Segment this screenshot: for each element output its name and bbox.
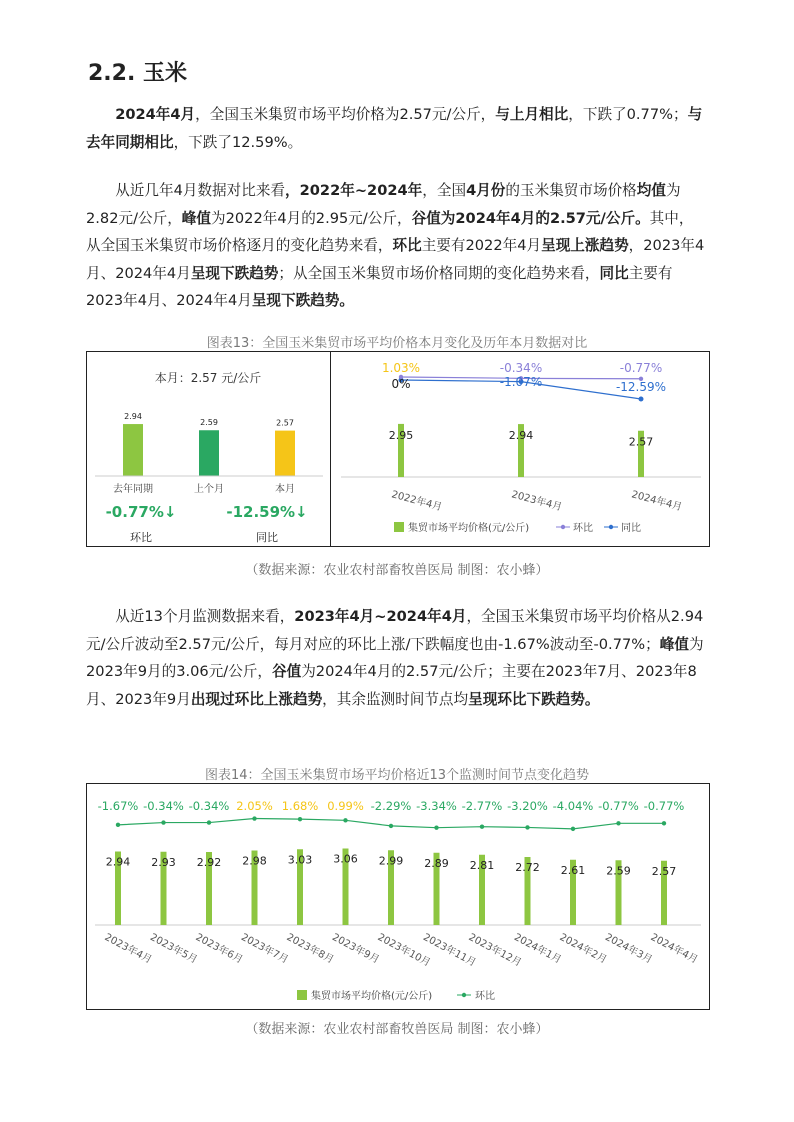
legend-mom-dot bbox=[561, 525, 565, 529]
left-title: 本月：2.57 元/公斤 bbox=[154, 371, 262, 385]
yoy-value: -12.59%↓ bbox=[226, 503, 308, 521]
chart14-source: （数据来源：农业农村部畜牧兽医局 制图：农小蜂） bbox=[245, 1022, 549, 1037]
bar-label: 2.89 bbox=[424, 856, 449, 870]
mom-label: -0.34% bbox=[499, 361, 543, 375]
mom-label: -2.77% bbox=[461, 799, 503, 813]
mom-point bbox=[480, 825, 484, 829]
para1-segment: 2024年4月 bbox=[115, 106, 196, 123]
right-bar-label: 2.57 bbox=[628, 435, 654, 449]
para2-segment: 主要有2022年4月 bbox=[421, 237, 542, 254]
para2-segment: 从近几年4月数据对比来看 bbox=[115, 182, 286, 199]
mom-label: -3.34% bbox=[416, 799, 457, 813]
category-label: 2023年12月 bbox=[466, 931, 524, 969]
bar-label: 2.59 bbox=[606, 864, 631, 878]
bar-label: 2.57 bbox=[651, 864, 677, 878]
mom-label: 环比 bbox=[130, 531, 152, 544]
mom-label: -0.77% bbox=[598, 799, 639, 813]
bar-label: 2.72 bbox=[515, 861, 540, 874]
mom-label: 1.03% bbox=[381, 361, 421, 375]
bar-label: 2.98 bbox=[242, 854, 267, 868]
para3-segment: 2023年4月~2024年4月 bbox=[294, 608, 467, 625]
mom-label: -0.77% bbox=[619, 361, 663, 375]
mom-label: -4.04% bbox=[552, 799, 594, 813]
category-label: 2023年5月 bbox=[148, 931, 200, 966]
bar-label: 2.92 bbox=[196, 856, 222, 869]
mom-label: -0.34% bbox=[188, 799, 230, 813]
para2-segment: 其中，从全国玉米集贸市场价格逐月的变化趋势来看， bbox=[86, 209, 694, 254]
mom-label: -0.77% bbox=[643, 799, 685, 813]
yoy-label: 同比 bbox=[256, 531, 278, 544]
category-label: 2023年8月 bbox=[284, 931, 336, 966]
bar-label: 2.94 bbox=[105, 855, 131, 869]
para1-segment: ，下跌了12.59%。 bbox=[173, 133, 303, 151]
para2-segment: 峰值 bbox=[181, 209, 211, 227]
legend-dot bbox=[462, 993, 466, 997]
mom-point bbox=[525, 825, 529, 829]
category-label: 2023年6月 bbox=[193, 931, 245, 966]
mom-point bbox=[343, 818, 347, 822]
category-label: 2023年7月 bbox=[239, 931, 291, 966]
para2-segment: 为2.82元/公斤， bbox=[86, 182, 681, 227]
para2-segment: 均值 bbox=[636, 182, 666, 199]
mom-value: -0.77%↓ bbox=[105, 503, 177, 521]
bar-label: 2.93 bbox=[151, 855, 176, 869]
left-category: 上个月 bbox=[194, 484, 224, 495]
mom-point bbox=[252, 816, 256, 820]
left-bar-label: 2.59 bbox=[200, 418, 218, 428]
para3-segment: ，全国玉米集贸市场平均价格从2.94元/公斤波动至2.57元/公斤，每月对应的环比上涨/下跌幅度也由-1.67%波动至-0.77%； bbox=[86, 608, 704, 653]
bar-label: 2.99 bbox=[378, 854, 404, 868]
para2-segment: 呈现下跌趋势 bbox=[190, 264, 279, 282]
legend-mom-label: 环比 bbox=[573, 523, 593, 534]
para2-segment: 4月份 bbox=[466, 182, 506, 199]
chart13-source: （数据来源：农业农村部畜牧兽医局 制图：农小蜂） bbox=[245, 563, 549, 578]
para1-segment: 与上月相比 bbox=[495, 106, 569, 123]
mom-point bbox=[207, 820, 211, 824]
para3-segment: 从近13个月监测数据来看， bbox=[115, 608, 295, 625]
legend-yoy-dot bbox=[609, 525, 613, 529]
mom-point bbox=[116, 823, 120, 827]
para2-segment: 呈现上涨趋势 bbox=[541, 237, 629, 254]
bar-label: 2.61 bbox=[560, 863, 586, 877]
paragraph-3 bbox=[86, 603, 708, 713]
para3-segment: ，其余监测时间节点均 bbox=[322, 690, 469, 708]
left-category: 去年同期 bbox=[113, 484, 153, 495]
chart13-left-panel bbox=[86, 351, 331, 547]
legend-bar-swatch bbox=[297, 990, 307, 1000]
category-label: 2023年9月 bbox=[330, 931, 382, 966]
yoy-label: 0% bbox=[391, 377, 411, 391]
chart13-left-svg bbox=[87, 352, 330, 546]
mom-point bbox=[298, 817, 302, 821]
para2-segment: 同比 bbox=[599, 264, 629, 282]
mom-point bbox=[662, 821, 666, 825]
para1-segment: 与去年同期相比 bbox=[86, 106, 703, 151]
mom-label: -2.29% bbox=[370, 799, 412, 813]
paragraph-2 bbox=[86, 177, 708, 315]
yoy-point bbox=[639, 397, 644, 402]
category-label: 2024年1月 bbox=[512, 931, 564, 966]
legend-bar-label: 集贸市场平均价格(元/公斤) bbox=[408, 523, 530, 534]
para3-segment: 峰值 bbox=[659, 635, 689, 653]
right-category: 2023年4月 bbox=[510, 489, 564, 514]
legend-bar-label: 集贸市场平均价格(元/公斤) bbox=[311, 991, 433, 1002]
mom-label: -1.67% bbox=[97, 799, 139, 813]
left-bar-label: 2.57 bbox=[276, 418, 294, 428]
chart13-caption: 图表13：全国玉米集贸市场平均价格本月变化及历年本月数据对比 bbox=[206, 336, 588, 351]
chart14-caption: 图表14：全国玉米集贸市场平均价格近13个监测时间节点变化趋势 bbox=[204, 768, 590, 783]
category-label: 2024年4月 bbox=[648, 931, 700, 966]
para2-segment: 主要有2023年4月、2024年4月 bbox=[86, 264, 673, 309]
mom-point bbox=[434, 825, 438, 829]
mom-label: -3.20% bbox=[507, 799, 548, 813]
chart14-panel bbox=[86, 783, 710, 1010]
category-label: 2023年11月 bbox=[421, 931, 478, 969]
para1-segment: ，全国玉米集贸市场平均价格为2.57元/公斤， bbox=[195, 106, 496, 123]
para2-segment: ，2022年~2024年 bbox=[285, 182, 423, 199]
mom-point bbox=[571, 827, 575, 831]
para2-segment: 为2022年4月的2.95元/公斤， bbox=[211, 209, 412, 227]
chart13-right-svg bbox=[331, 352, 709, 546]
chart13-right-panel bbox=[330, 351, 710, 547]
para3-segment: 为2023年9月的3.06元/公斤， bbox=[86, 635, 704, 680]
mom-label: 0.99% bbox=[327, 799, 364, 813]
category-label: 2024年3月 bbox=[603, 931, 655, 966]
para2-segment: 呈现下跌趋势。 bbox=[251, 292, 354, 309]
legend-line-label: 环比 bbox=[475, 991, 495, 1002]
left-category: 本月 bbox=[275, 484, 295, 495]
mom-point bbox=[161, 820, 165, 824]
para2-segment: ，全国 bbox=[422, 182, 467, 199]
legend-yoy-label: 同比 bbox=[621, 523, 641, 534]
paragraph-1 bbox=[86, 101, 708, 156]
right-category: 2022年4月 bbox=[390, 489, 444, 514]
chart14-svg bbox=[87, 784, 709, 1009]
para2-segment: ；从全国玉米集贸市场价格同期的变化趋势来看， bbox=[278, 264, 600, 282]
para2-segment: ，2023年4月、2024年4月 bbox=[86, 237, 705, 282]
mom-label: 2.05% bbox=[236, 799, 273, 813]
mom-point bbox=[389, 824, 393, 828]
yoy-label: -1.07% bbox=[499, 375, 543, 389]
category-label: 2023年4月 bbox=[102, 931, 154, 966]
left-bar bbox=[199, 430, 219, 476]
para2-segment: 环比 bbox=[392, 237, 422, 254]
para2-segment: 为2024年4月的2.57元/公斤。 bbox=[440, 209, 650, 227]
para2-segment: 谷值 bbox=[411, 209, 441, 227]
bar-label: 3.03 bbox=[287, 853, 313, 867]
para3-segment: 出现过环比上涨趋势 bbox=[190, 690, 323, 708]
category-label: 2023年10月 bbox=[375, 931, 433, 969]
bar-label: 3.06 bbox=[333, 852, 358, 866]
right-category: 2024年4月 bbox=[630, 489, 684, 514]
para3-segment: 为2024年4月的2.57元/公斤；主要在2023年7月、2023年8月、2023年9月 bbox=[86, 663, 697, 708]
para1-segment: ，下跌了0.77%； bbox=[568, 106, 688, 123]
category-label: 2024年2月 bbox=[557, 931, 609, 966]
bar-label: 2.81 bbox=[469, 858, 495, 872]
para3-segment: 谷值 bbox=[272, 663, 302, 680]
mom-label: -0.34% bbox=[143, 799, 184, 813]
left-bar-label: 2.94 bbox=[124, 412, 142, 422]
para2-segment: 的玉米集贸市场价格 bbox=[505, 182, 637, 199]
mom-label: 1.68% bbox=[281, 799, 319, 813]
yoy-label: -12.59% bbox=[615, 380, 667, 394]
legend-bar-swatch bbox=[394, 522, 404, 532]
para3-segment: 呈现环比下跌趋势。 bbox=[468, 690, 600, 708]
mom-point bbox=[616, 821, 620, 825]
left-bar bbox=[275, 431, 295, 476]
right-bar-label: 2.95 bbox=[388, 428, 414, 442]
right-bar-label: 2.94 bbox=[508, 429, 534, 443]
section-heading: 2.2. 玉米 bbox=[88, 61, 187, 86]
left-bar bbox=[123, 424, 143, 476]
